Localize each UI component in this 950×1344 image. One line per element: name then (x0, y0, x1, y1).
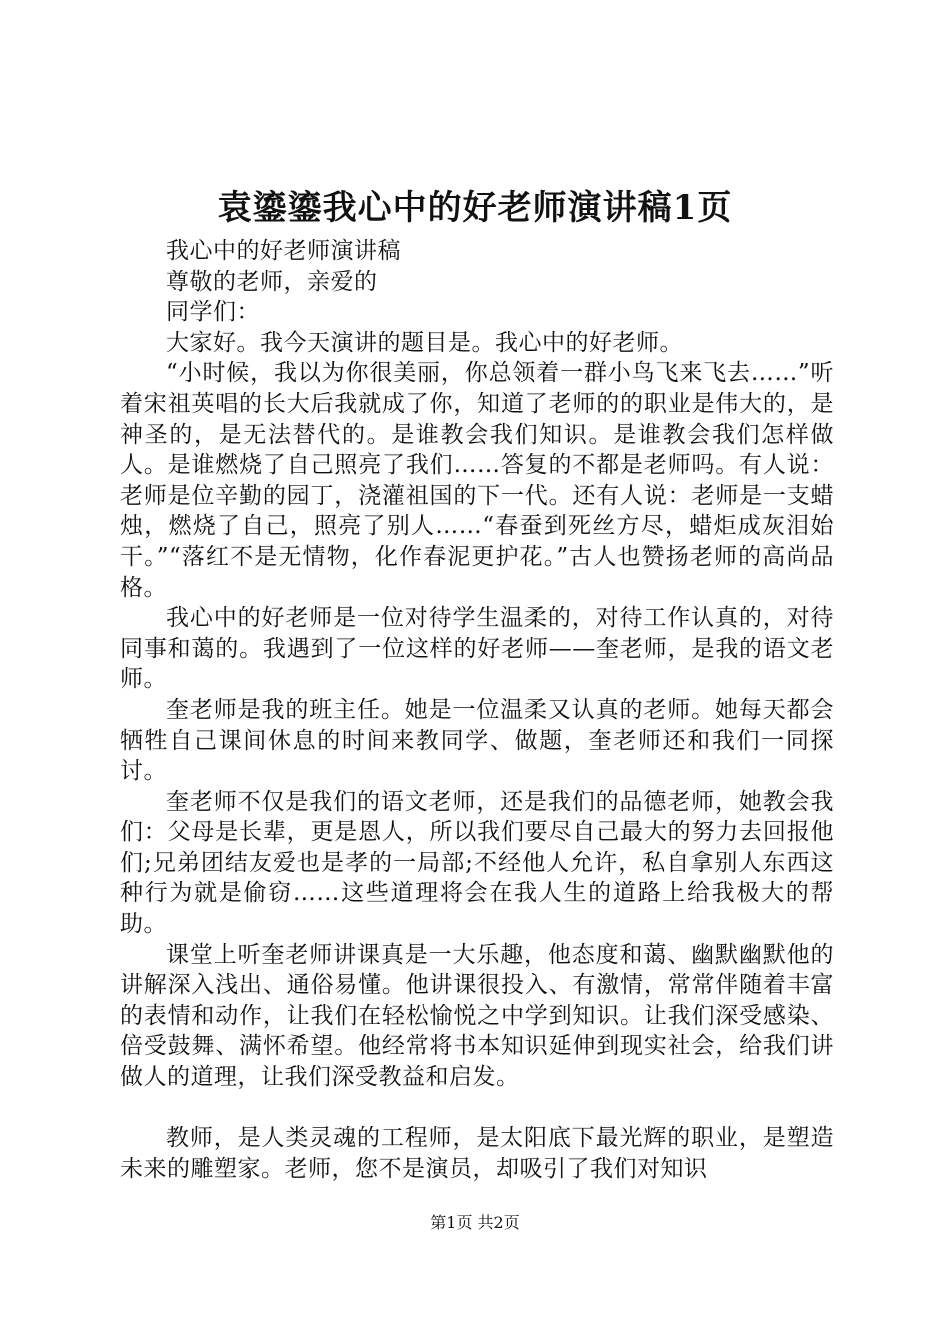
speech-heading: 我心中的好老师演讲稿 (166, 238, 401, 264)
body-paragraph: 我心中的好老师是一位对待学生温柔的，对待工作认真的，对待同事和蔼的。我遇到了一位这样的好老师——奎老师，是我的语文老师。 (120, 605, 834, 693)
document-title: 袁鎏鎏我心中的好老师演讲稿1页 (217, 188, 733, 228)
body-paragraph: 课堂上听奎老师讲课真是一大乐趣，他态度和蔼、幽默幽默他的讲解深入浅出、通俗易懂。他讲课很投入、有激情，常常伴随着丰富的表情和动作，让我们在轻松愉悦之中学到知识。让我们深受感染、倍受鼓舞、满怀希望。他经常将书本知识延伸到现实社会，给我们讲做人的道理，让我们深受教益和启发。 (120, 941, 834, 1091)
salutation-line-1: 尊敬的老师，亲爱的 (166, 268, 378, 295)
body-paragraph: 奎老师是我的班主任。她是一位温柔又认真的老师。她每天都会牺牲自己课间休息的时间来教同学、做题，奎老师还和我们一同探讨。 (120, 696, 834, 785)
page-footer: 第1页 共2页 (430, 1213, 520, 1232)
body-paragraph: 奎老师不仅是我们的语文老师，还是我们的品德老师，她教会我们：父母是长辈，更是恩人，所以我们要尽自己最大的努力去回报他们;兄弟团结友爱也是孝的一局部;不经他人允许，私自拿别人东西这种行为就是偷窃……这些道理将会在我人生的道路上给我极大的帮助。 (120, 788, 834, 938)
body-paragraph: “小时候，我以为你很美丽，你总领着一群小鸟飞来飞去……”听着宋祖英唱的长大后我就成了你，知道了老师的的职业是伟大的，是神圣的，是无法替代的。是谁教会我们知识。是谁教会我们怎样做人。是谁燃烧了自己照亮了我们……答复的不都是老师吗。有人说：老师是位辛勤的园丁，浇灌祖国的下一代。还有人说：老师是一支蜡烛，燃烧了自己，照亮了别人……“春蚕到死丝方尽，蜡炬成灰泪始干。”“落红不是无情物，化作春泥更护花。”古人也赞扬老师的高尚品格。 (120, 360, 834, 601)
body-paragraph: 教师，是人类灵魂的工程师，是太阳底下最光辉的职业，是塑造未来的雕塑家。老师，您不是演员，却吸引了我们对知识 (120, 1125, 834, 1182)
document-body (120, 236, 834, 1184)
opening-paragraph: 大家好。我今天演讲的题目是。我心中的好老师。 (166, 329, 683, 356)
salutation-line-2: 同学们： (166, 299, 260, 326)
